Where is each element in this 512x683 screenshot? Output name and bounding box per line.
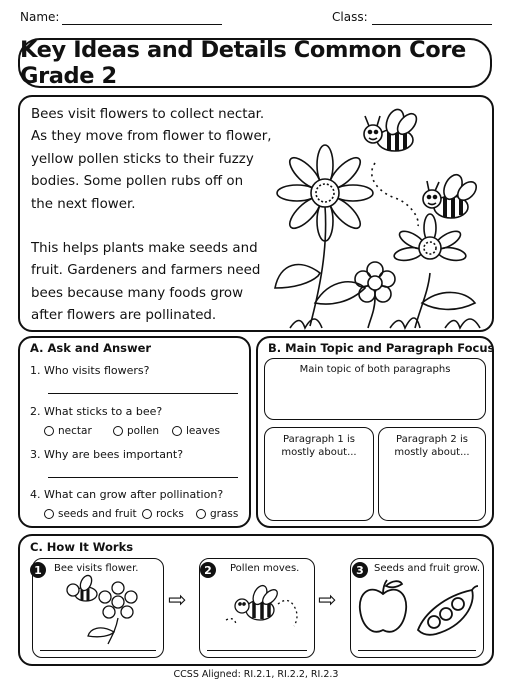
step-1-answer-line[interactable] <box>40 650 156 651</box>
paragraph-2-box[interactable] <box>378 427 486 521</box>
paragraph-2-label-line: Paragraph 2 is <box>396 434 468 445</box>
question-3: 3. Why are bees important? <box>30 448 184 461</box>
question-2: 2. What sticks to a bee? <box>30 405 163 418</box>
passage-line: bodies. Some pollen rubs off on <box>31 174 244 190</box>
radio-circle[interactable] <box>44 426 54 436</box>
option-label: nectar <box>58 425 92 437</box>
option-label: pollen <box>127 425 160 437</box>
passage-line: Bees visit flowers to collect nectar. <box>31 107 265 122</box>
arrow-right-icon: ⇨ <box>318 588 337 613</box>
option-grass[interactable] <box>196 508 238 520</box>
name-label: Name: <box>20 10 60 24</box>
option-pollen[interactable] <box>113 425 159 437</box>
question-1: 1. Who visits flowers? <box>30 364 150 377</box>
section-b-heading: B. Main Topic and Paragraph Focus <box>268 341 495 355</box>
reading-passage <box>31 104 281 328</box>
radio-circle[interactable] <box>113 426 123 436</box>
step-3-label: Seeds and fruit grow. <box>374 563 481 574</box>
paragraph-1-label-line: mostly about... <box>281 447 357 458</box>
answer-line-1[interactable] <box>48 393 238 394</box>
page-title: Key Ideas and Details Common Core Grade 2 <box>20 37 466 89</box>
option-label: seeds and fruit <box>58 508 137 520</box>
section-a-heading: A. Ask and Answer <box>30 341 152 355</box>
question-4: 4. What can grow after pollination? <box>30 488 224 501</box>
passage-line: the next flower. <box>31 196 136 212</box>
paragraph-1-label-line: Paragraph 1 is <box>283 434 355 445</box>
passage-line: fruit. Gardeners and farmers need <box>31 263 261 279</box>
radio-circle[interactable] <box>142 509 152 519</box>
title-box <box>18 38 492 88</box>
paragraph-1-box[interactable] <box>264 427 374 521</box>
step-2-answer-line[interactable] <box>207 650 307 651</box>
paragraph-1-label <box>265 433 373 459</box>
radio-circle[interactable] <box>196 509 206 519</box>
option-label: grass <box>210 508 239 520</box>
radio-circle[interactable] <box>172 426 182 436</box>
option-seeds-and-fruit[interactable] <box>44 508 137 520</box>
class-field[interactable] <box>372 24 492 25</box>
option-label: leaves <box>186 425 220 437</box>
option-leaves[interactable] <box>172 425 220 437</box>
bee-on-flower-icon <box>60 574 150 646</box>
option-nectar[interactable] <box>44 425 92 437</box>
step-1-number: 1 <box>30 562 46 578</box>
class-label: Class: <box>332 10 368 24</box>
passage-line: This helps plants make seeds and <box>31 241 258 257</box>
passage-line: yellow pollen sticks to their fuzzy <box>31 151 254 167</box>
bee-pollen-icon <box>222 576 310 646</box>
name-field[interactable] <box>62 24 222 25</box>
paragraph-2-label <box>379 433 485 459</box>
passage-line: after flowers are pollinated. <box>31 308 217 324</box>
ccss-footer: CCSS Aligned: RI.2.1, RI.2.2, RI.2.3 <box>173 669 339 680</box>
pea-pod-icon <box>414 584 480 638</box>
apple-icon <box>356 576 410 638</box>
arrow-right-icon: ⇨ <box>168 588 187 613</box>
step-1-label: Bee visits flower. <box>54 563 139 574</box>
main-topic-box[interactable] <box>264 358 486 420</box>
paragraph-2-label-line: mostly about... <box>394 447 470 458</box>
answer-line-3[interactable] <box>48 477 238 478</box>
main-topic-label: Main topic of both paragraphs <box>299 364 451 375</box>
step-2-label: Pollen moves. <box>230 563 300 574</box>
bees-and-flowers-illustration <box>270 98 492 330</box>
option-rocks[interactable] <box>142 508 184 520</box>
radio-circle[interactable] <box>44 509 54 519</box>
step-3-number: 3 <box>352 562 368 578</box>
option-label: rocks <box>156 508 184 520</box>
passage-line: bees because many foods grow <box>31 285 244 301</box>
section-c-heading: C. How It Works <box>30 540 134 554</box>
step-2-number: 2 <box>200 562 216 578</box>
passage-line: As they move from flower to flower, <box>31 129 272 145</box>
step-3-answer-line[interactable] <box>358 650 476 651</box>
